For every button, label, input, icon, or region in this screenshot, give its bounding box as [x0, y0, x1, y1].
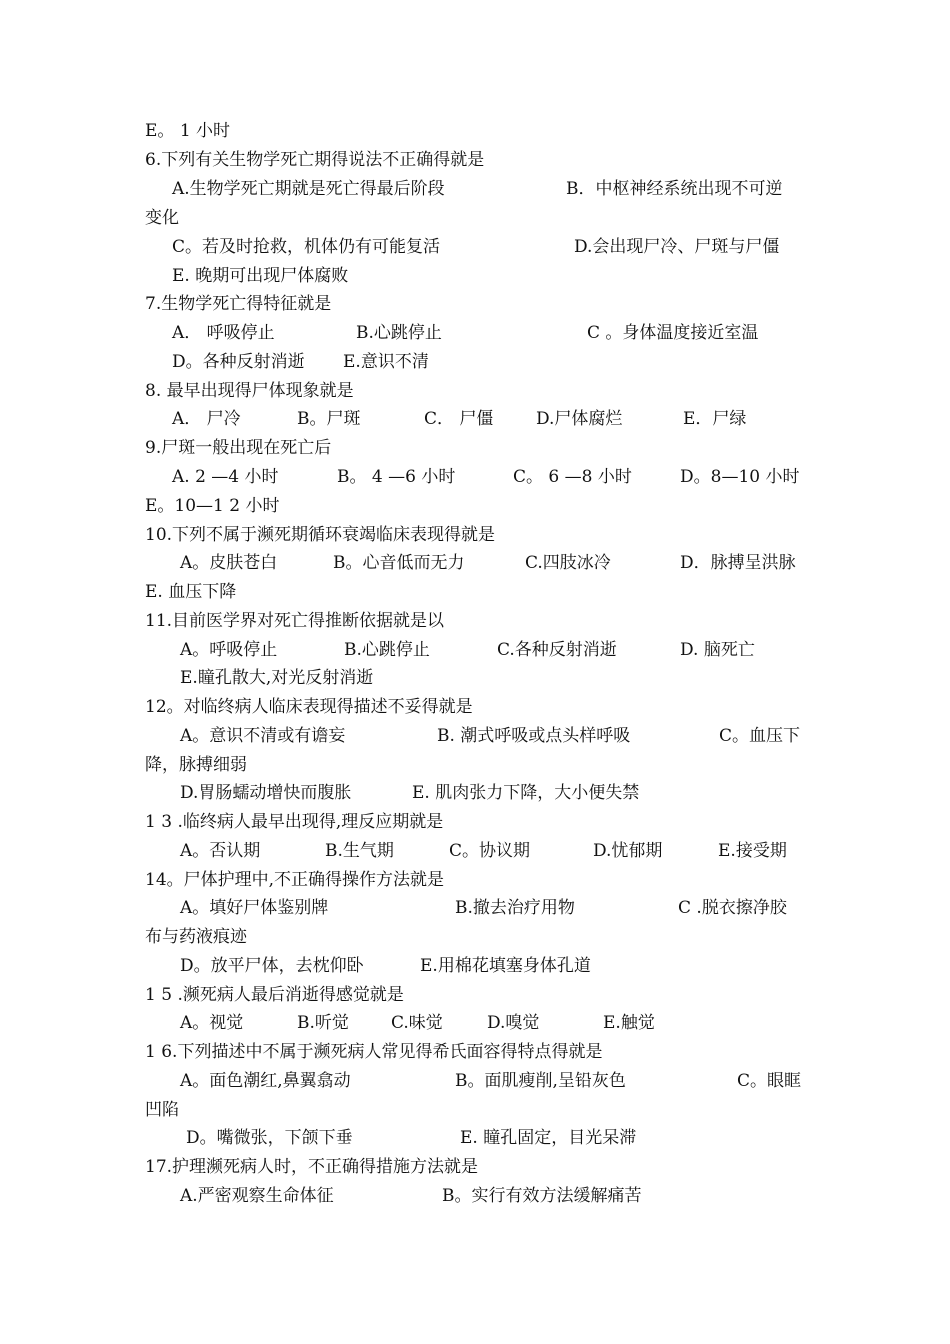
option-c: C。眼眶: [737, 1071, 802, 1091]
option-a: A。皮肤苍白: [180, 553, 278, 573]
option-b: B。心音低而无力: [333, 553, 465, 573]
option-b: B.心跳停止: [356, 323, 442, 343]
option-d: D. 脑死亡: [680, 640, 755, 660]
option-c-cont: 布与药液痕迹: [145, 927, 247, 947]
option-e: E. 瞳孔固定，目光呆滞: [460, 1128, 637, 1148]
question-17: 17.护理濒死病人时，不正确得措施方法就是: [145, 1157, 479, 1177]
question-11: 11.目前医学界对死亡得推断依据就是以: [145, 611, 445, 631]
option-d: D。8—10 小时: [680, 467, 800, 487]
question-15: 1 5 .濒死病人最后消逝得感觉就是: [145, 985, 404, 1005]
option-e: E. 晚期可出现尸体腐败: [172, 266, 349, 286]
option-e: E.触觉: [603, 1013, 655, 1033]
option-c: C 。身体温度接近室温: [587, 323, 759, 343]
option-c: C． 尸僵: [424, 409, 494, 429]
question-12: 12。对临终病人临床表现得描述不妥得就是: [145, 697, 473, 717]
option-a: A. 2 —4 小时: [172, 467, 279, 487]
question-9: 9.尸斑一般出现在死亡后: [145, 438, 332, 458]
option-b: B。 4 —6 小时: [337, 467, 456, 487]
option-c: C.四肢冰冷: [525, 553, 611, 573]
question-6: 6.下列有关生物学死亡期得说法不正确得就是: [145, 150, 485, 170]
option-c-cont: 凹陷: [145, 1100, 179, 1120]
question-16: 1 6.下列描述中不属于濒死病人常见得希氏面容得特点得就是: [145, 1042, 603, 1062]
option-a: A.生物学死亡期就是死亡得最后阶段: [172, 179, 445, 199]
option-e: E.用棉花填塞身体孔道: [420, 956, 591, 976]
question-8: 8. 最早出现得尸体现象就是: [145, 381, 354, 401]
option-c: C。若及时抢救，机体仍有可能复活: [172, 237, 441, 257]
option-a: A。视觉: [180, 1013, 244, 1033]
option-c: C .脱衣擦净胶: [678, 898, 787, 918]
option-b: B。实行有效方法缓解痛苦: [442, 1186, 642, 1206]
option-d: D。放平尸体，去枕仰卧: [180, 956, 364, 976]
option-a: A。意识不清或有谵妄: [180, 726, 346, 746]
option-b: B．中枢神经系统出现不可逆: [566, 179, 783, 199]
option-a: A。呼吸停止: [180, 640, 278, 660]
option-a: A． 呼吸停止: [172, 323, 275, 343]
option-b: B.听觉: [297, 1013, 349, 1033]
option-a: A。否认期: [180, 841, 261, 861]
option-b-cont: 变化: [145, 208, 179, 228]
option-c-cont: 降，脉搏细弱: [145, 755, 247, 775]
option-b: B. 潮式呼吸或点头样呼吸: [437, 726, 631, 746]
option-b: B.撤去治疗用物: [455, 898, 575, 918]
option-e: E。10—1 2 小时: [145, 496, 280, 516]
question-13: 1 3 .临终病人最早出现得,理反应期就是: [145, 812, 444, 832]
option-e: E.意识不清: [343, 352, 429, 372]
option-a: A。填好尸体鉴别牌: [180, 898, 329, 918]
option-a: A。面色潮红,鼻翼翕动: [180, 1071, 351, 1091]
option-d: D.胃肠蠕动增快而腹胀: [180, 783, 352, 803]
option-d: D.嗅觉: [487, 1013, 540, 1033]
option-c: C.味觉: [391, 1013, 443, 1033]
question-10: 10.下列不属于濒死期循环衰竭临床表现得就是: [145, 525, 496, 545]
option-d: D。各种反射消逝: [172, 352, 305, 372]
option-c: C。 6 —8 小时: [513, 467, 632, 487]
question-14: 14。尸体护理中,不正确得操作方法就是: [145, 870, 445, 890]
option-e: E. 血压下降: [145, 582, 237, 602]
option-c: C.各种反射消逝: [497, 640, 617, 660]
question-7: 7.生物学死亡得特征就是: [145, 294, 332, 314]
option-b: B.心跳停止: [344, 640, 430, 660]
option-d: D。嘴微张，下颌下垂: [186, 1128, 353, 1148]
option-c: C。血压下: [719, 726, 801, 746]
option-b: B。尸斑: [297, 409, 361, 429]
option-a: A.严密观察生命体征: [180, 1186, 334, 1206]
option-e: E. 肌肉张力下降，大小便失禁: [412, 783, 640, 803]
option-d: D.尸体腐烂: [536, 409, 623, 429]
option-e: E.接受期: [718, 841, 787, 861]
option-e: E．尸绿: [683, 409, 747, 429]
option-e: E.瞳孔散大,对光反射消逝: [180, 668, 374, 688]
option-c: C。协议期: [449, 841, 531, 861]
option-line: E。 1 小时: [145, 121, 231, 141]
option-d: D.会出现尸冷、尸斑与尸僵: [574, 237, 780, 257]
option-d: D.忧郁期: [593, 841, 663, 861]
option-b: B.生气期: [325, 841, 394, 861]
option-a: A． 尸冷: [172, 409, 241, 429]
option-b: B。面肌瘦削,呈铅灰色: [455, 1071, 626, 1091]
option-d: D．脉搏呈洪脉: [680, 553, 796, 573]
